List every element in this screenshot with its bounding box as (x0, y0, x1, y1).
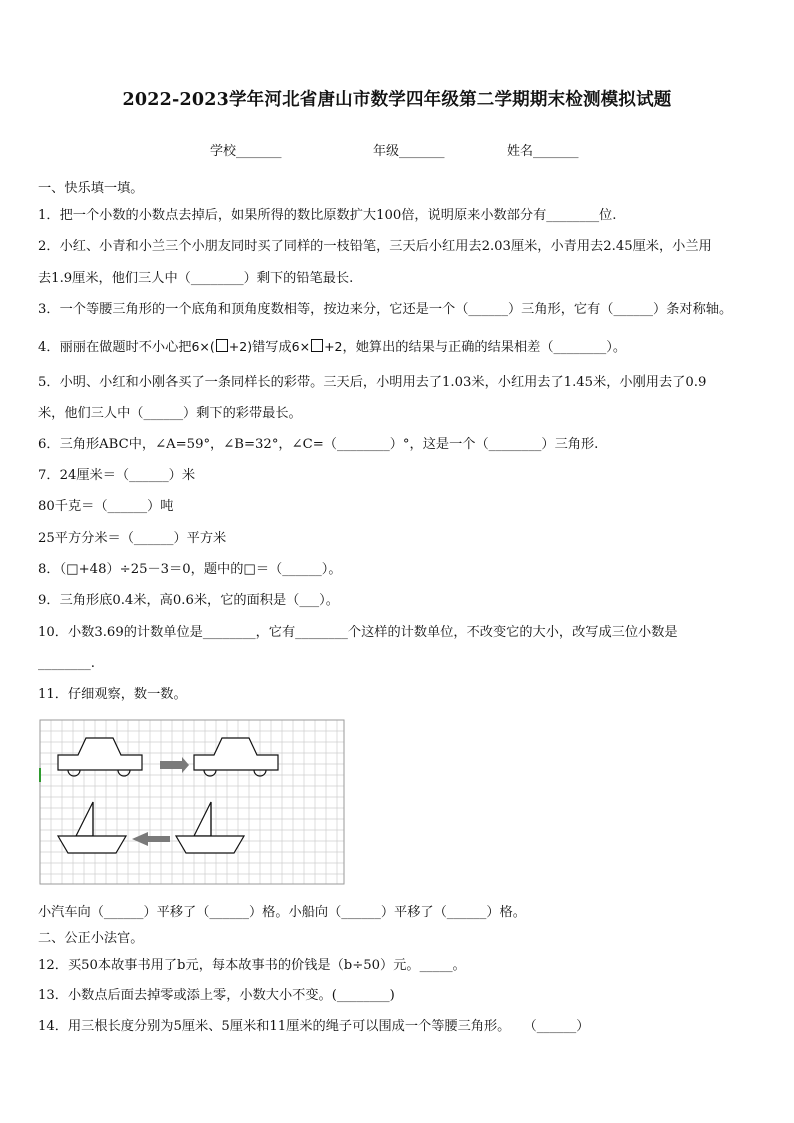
question-13: 13．小数点后面去掉零或添上零，小数大小不变。(________) (38, 988, 395, 1003)
question-5-line-1: 5．小明、小红和小刚各买了一条同样长的彩带。三天后，小明用去了1.03米，小红用去了1.45米，小刚用去了0.9 (38, 375, 707, 390)
question-4-suffix: ，她算出的结果与正确的结果相差（________）。 (342, 340, 627, 355)
question-11-answer: 小汽车向（______）平移了（______）格。小船向（______）平移了（______）格。 (38, 905, 526, 920)
section-heading-1: 一、快乐填一填。 (38, 181, 144, 196)
question-2-line-1: 2．小红、小青和小兰三个小朋友同时买了同样的一枝铅笔，三天后小红用去2.03厘米，小青用去2.45厘米，小兰用 (38, 239, 712, 254)
section-heading-2: 二、公正小法官。 (38, 931, 144, 946)
question-5-line-2: 米，他们三人中（______）剩下的彩带最长。 (38, 406, 302, 421)
car-original-icon (58, 738, 142, 776)
question-9: 9．三角形底0.4米，高0.6米，它的面积是（___）。 (38, 593, 339, 608)
translation-grid-figure (38, 718, 346, 886)
question-11: 11．仔细观察，数一数。 (38, 687, 187, 702)
question-7-line-2: 80千克＝（______）吨 (38, 499, 174, 514)
car-moved-icon (194, 738, 278, 776)
question-1: 1．把一个小数的小数点去掉后，如果所得的数比原数扩大100倍，说明原来小数部分有________位. (38, 208, 617, 223)
question-7-line-1: 7．24厘米＝（______）米 (38, 468, 196, 483)
name-field: 姓名_______ (507, 144, 579, 159)
question-4-middle: 错写成 (252, 340, 292, 355)
blank-box-icon (216, 339, 228, 352)
question-14: 14．用三根长度分别为5厘米、5厘米和11厘米的绳子可以围成一个等腰三角形。 （______） (38, 1019, 590, 1034)
question-4-prefix: 4．丽丽在做题时不小心把 (38, 340, 192, 355)
question-2-line-2: 去1.9厘米，他们三人中（________）剩下的铅笔最长. (38, 271, 354, 286)
page-title: 2022-2023学年河北省唐山市数学四年级第二学期期末检测模拟试题 (122, 90, 672, 110)
question-6: 6．三角形ABC中，∠A=59°，∠B=32°，∠C=（________）°，这是一个（________）三角形. (38, 437, 599, 452)
grade-field: 年级_______ (373, 144, 445, 159)
arrow-right-icon (160, 757, 189, 773)
expression-wrong: 6× +2 (291, 339, 343, 354)
question-4 (38, 339, 626, 354)
school-field: 学校_______ (210, 144, 282, 159)
question-10-line-1: 10．小数3.69的计数单位是________，它有________个这样的计数单位，不改变它的大小，改写成三位小数是 (38, 625, 678, 640)
question-8: 8．（□+48）÷25－3＝0，题中的□＝（______）。 (38, 562, 342, 577)
question-3: 3．一个等腰三角形的一个底角和顶角度数相等，按边来分，它还是一个（______）三角形，它有（______）条对称轴。 (38, 302, 733, 317)
blank-box-icon (311, 339, 323, 352)
boat-original-icon (176, 802, 244, 853)
question-12: 12．买50本故事书用了b元，每本故事书的价钱是（b÷50）元。_____。 (38, 958, 466, 973)
arrow-left-icon (132, 832, 170, 846)
expression-correct: 6×( +2) (191, 339, 253, 354)
boat-moved-icon (58, 802, 126, 853)
question-10-line-2: ________. (38, 656, 95, 671)
question-7-line-3: 25平方分米＝（______）平方米 (38, 531, 227, 546)
